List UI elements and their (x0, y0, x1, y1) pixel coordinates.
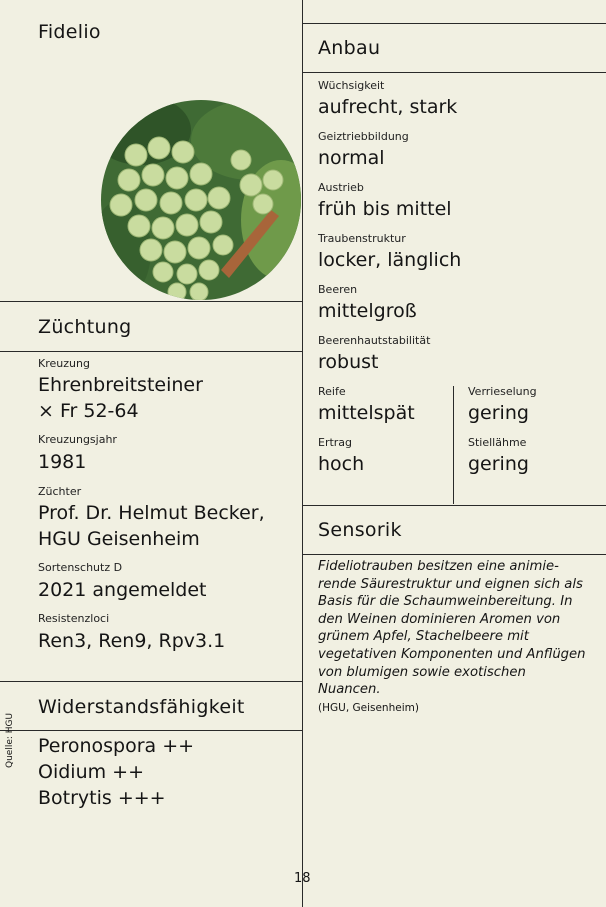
anbau-value-stiellaehme: gering (468, 453, 529, 475)
divider-anbau-top (302, 23, 606, 24)
anbau-value-reife: mittelspät (318, 402, 415, 424)
anbau-label-wuechsigkeit: Wüchsigkeit (318, 79, 385, 92)
kreuzung-value-line1: Ehrenbreitsteiner (38, 374, 203, 396)
anbau-value-beerenhaut: robust (318, 351, 379, 373)
resistance-botrytis: Botrytis +++ (38, 787, 166, 809)
anbau-label-stiellaehme: Stiellähme (468, 436, 527, 449)
sensorik-title: Sensorik (318, 519, 402, 541)
kreuzung-label: Kreuzung (38, 357, 90, 370)
variety-title: Fidelio (38, 21, 101, 43)
resistenzloci-label: Resistenzloci (38, 612, 110, 625)
anbau-label-beeren: Beeren (318, 283, 358, 296)
anbau-value-austrieb: früh bis mittel (318, 198, 452, 220)
anbau-value-ertrag: hoch (318, 453, 365, 475)
divider-sensorik-top (302, 505, 606, 506)
column-divider (302, 0, 303, 907)
sortenschutz-value: 2021 angemeldet (38, 579, 207, 601)
source-side-note: Quelle: HGU (5, 712, 15, 768)
anbau-value-traubenstruktur: locker, länglich (318, 249, 462, 271)
anbau-value-wuechsigkeit: aufrecht, stark (318, 96, 458, 118)
anbau-label-austrieb: Austrieb (318, 181, 364, 194)
zuechter-value-line1: Prof. Dr. Helmut Becker, (38, 502, 265, 524)
sensorik-source: (HGU, Geisenheim) (318, 702, 419, 714)
anbau-label-geiztriebbildung: Geiztriebbildung (318, 130, 409, 143)
anbau-inner-divider (453, 386, 454, 504)
anbau-title: Anbau (318, 37, 381, 59)
divider-widerstand-top (0, 681, 302, 682)
kreuzungsjahr-label: Kreuzungsjahr (38, 433, 117, 446)
zuechter-label: Züchter (38, 485, 82, 498)
resistance-peronospora: Peronospora ++ (38, 735, 195, 757)
divider-sensorik-bottom (302, 554, 606, 555)
divider-widerstand-bottom (0, 730, 302, 731)
anbau-value-verrieselung: gering (468, 402, 529, 424)
anbau-label-ertrag: Ertrag (318, 436, 353, 449)
zuechter-value-line2: HGU Geisenheim (38, 528, 200, 550)
resistenzloci-value: Ren3, Ren9, Rpv3.1 (38, 630, 226, 652)
anbau-value-beeren: mittelgroß (318, 300, 417, 322)
kreuzungsjahr-value: 1981 (38, 451, 87, 473)
grape-cluster-icon (101, 100, 301, 300)
kreuzung-value-line2: × Fr 52-64 (38, 400, 139, 422)
divider-zuechtung-bottom (0, 351, 302, 352)
anbau-label-traubenstruktur: Traubenstruktur (318, 232, 406, 245)
grape-cluster-photo (101, 100, 301, 300)
anbau-label-verrieselung: Verrieselung (468, 385, 537, 398)
resistance-oidium: Oidium ++ (38, 761, 145, 783)
page-number: 18 (294, 871, 311, 886)
sortenschutz-label: Sortenschutz D (38, 561, 123, 574)
zuechtung-title: Züchtung (38, 316, 132, 338)
divider-zuechtung-top (0, 301, 302, 302)
anbau-label-reife: Reife (318, 385, 346, 398)
widerstand-title: Widerstandsfähigkeit (38, 696, 245, 718)
anbau-value-geiztriebbildung: normal (318, 147, 385, 169)
sensorik-description: Fideliotrauben besitzen eine animierende Säurestruktur und eignen sich als Basis für die Schaumweinbereitung. In den Weinen dominieren Aromen von grünem Apfel, Stachelbeere mit vegetativen Komponenten und Anflügen von blumigen sowie exotischen Nuancen. (318, 559, 586, 698)
anbau-label-beerenhaut: Beerenhautstabilität (318, 334, 431, 347)
divider-anbau-bottom (302, 72, 606, 73)
